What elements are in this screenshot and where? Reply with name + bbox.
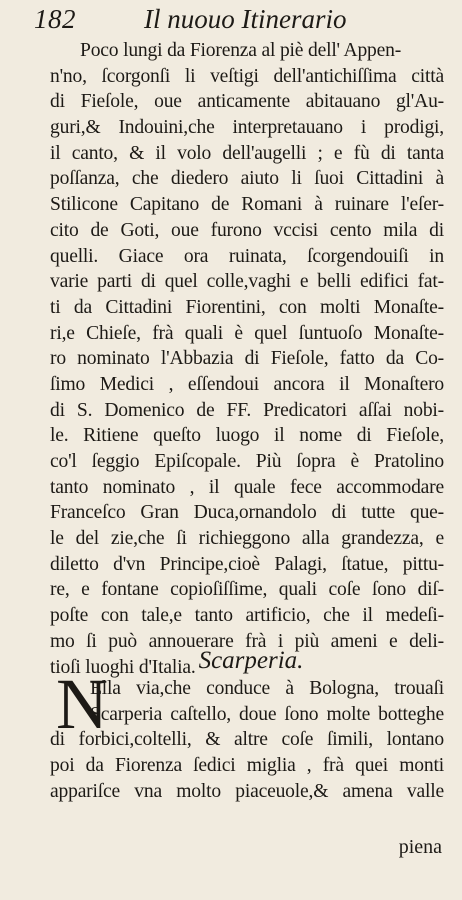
text-line: di S. Domenico de FF. Predicatori aſſai nobi- xyxy=(50,399,444,421)
text-line: ti da Cittadini Fiorentini, con molti Monaſte- xyxy=(50,296,444,318)
text-line: poſte con tale,e tanto artificio, che il medeſi- xyxy=(50,605,444,627)
text-line: ro nominato l'Abbazia di Fieſole, fatto da Co- xyxy=(50,348,444,370)
text-line: ſimo Medici , eſſendoui ancora il Monaſtero xyxy=(50,373,444,395)
text-line: cito de Goti, oue furono vccisi cento mila di xyxy=(50,219,444,241)
text-line: quelli. Giace ora ruinata, ſcorgendouiſi in xyxy=(50,245,444,267)
text-line: guri,& Indouini,che interpretauano i prodigi, xyxy=(50,117,444,139)
text-line: ri,e Chieſe, frà quali è quel ſuntuoſo Monaſte- xyxy=(50,322,444,344)
running-head xyxy=(34,2,444,38)
text-line: di Fieſole, oue anticamente abitauano gl'Au- xyxy=(50,91,444,113)
text-line: mo ſi può annouerare frà i più ameni e deli- xyxy=(50,630,444,652)
text-line: il canto, & il volo dell'augelli ; e fù di tanta xyxy=(50,142,444,164)
paragraph-scarperia xyxy=(50,676,444,804)
text-line: Stilicone Capitano de Romani à ruinare l'eſer- xyxy=(50,194,444,216)
text-line: di forbici,coltelli, & altre coſe ſimili, lontano xyxy=(50,729,444,751)
text-line: poſſanza, che diedero aiuto li ſuoi Cittadini à xyxy=(50,168,444,190)
text-line: diletto d'vn Principe,cioè Palagi, ſtatue, pittu- xyxy=(50,553,444,575)
text-line: tioſi luoghi d'Italia. xyxy=(50,656,196,678)
text-line: tanto nominato , il quale fece accommodare xyxy=(50,476,444,498)
text-line: le del zie,che ſi richieggono alla grandezza, e xyxy=(50,528,444,550)
text-line: Poco lungi da Fiorenza al piè dell' Appen- xyxy=(80,40,402,61)
catchword: piena xyxy=(398,836,442,858)
text-line: co'l ſeggio Epiſcopale. Più ſopra è Pratolino xyxy=(50,451,444,472)
text-line: re, e fontane copioſiſſime, quali coſe ſono diſ- xyxy=(50,579,444,601)
text-line: n'no, ſcorgonſi li veſtigi dell'antichiſſima città xyxy=(50,65,444,87)
section-heading-text: Scarperia. xyxy=(198,647,304,674)
text-line: appariſce vna molto piaceuole,& amena valle xyxy=(50,780,444,802)
text-line: Ella via,che conduce à Bologna, trouaſi xyxy=(90,678,444,699)
text-line: Franceſco Gran Duca,ornandolo di tutte que- xyxy=(50,502,444,524)
text-line: varie parti di quel colle,vaghi e belli edifici fat- xyxy=(50,271,444,293)
text-line: poi da Fiorenza ſedici miglia , frà quei monti xyxy=(50,755,444,777)
page-number: 182 xyxy=(34,4,76,34)
text-line: Scarperia caſtello, doue ſono molte botteghe xyxy=(90,703,444,725)
text-line: le. Ritiene queſto luogo il nome di Fieſole, xyxy=(50,425,444,447)
running-title: Il nuouo Itinerario xyxy=(144,4,347,34)
drop-cap: N xyxy=(56,664,108,744)
paragraph-fiesole xyxy=(50,38,444,680)
